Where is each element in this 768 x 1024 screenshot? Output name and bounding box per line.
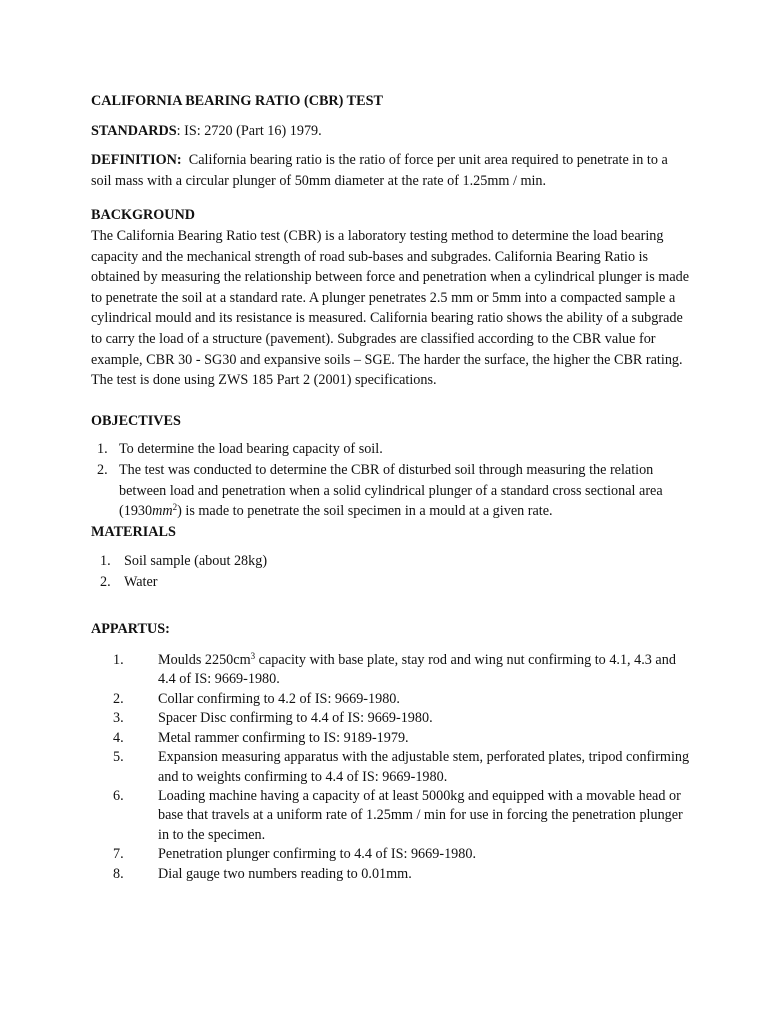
materials-list	[91, 551, 691, 592]
definition-paragraph	[91, 150, 691, 191]
list-text: Metal rammer confirming to IS: 9189-1979.	[158, 729, 409, 746]
document-title: CALIFORNIA BEARING RATIO (CBR) TEST	[91, 93, 383, 109]
list-item	[91, 572, 691, 593]
background-text: The California Bearing Ratio test (CBR) is a laboratory testing method to determine the load bearing capacity and the mechanical strength of road sub-bases and subgrades. California Bearing Ratio is obtained by measuring the relationship between force and penetration when a cylindrical plunger is made to penetrate the soil at a standard rate. A plunger penetrates 2.5 mm or 5mm into a compacted sample a cylindrical mould and its resistance is measured. California bearing ratio shows the ability of a subgrade to carry the load of a structure (pavement). Subgrades are classified according to the CBR value for example, CBR 30 - SG30 and expansive soils – SGE. The harder the surface, the higher the CBR rating. The test is done using ZWS 185 Part 2 (2001) specifications.	[91, 227, 690, 389]
list-item	[91, 787, 691, 845]
list-number: 1.	[97, 441, 108, 458]
document-page	[91, 91, 691, 884]
list-number: 2.	[97, 461, 108, 478]
list-text: Loading machine having a capacity of at least 5000kg and equipped with a movable head or base that travels at a uniform rate of 1.25mm / min for use in forcing the penetration plunger in to the specimen.	[158, 787, 683, 843]
list-item	[91, 551, 691, 572]
list-number: 2.	[113, 690, 124, 707]
list-item	[91, 845, 691, 864]
list-text: To determine the load bearing capacity of soil.	[119, 441, 383, 458]
list-text: Expansion measuring apparatus with the adjustable stem, perforated plates, tripod confirming and to weights confirming to 4.4 of IS: 9669-1980.	[158, 749, 690, 785]
materials-heading: MATERIALS	[91, 523, 176, 540]
list-number: 4.	[113, 729, 124, 746]
list-number: 8.	[113, 865, 124, 882]
list-number: 5.	[113, 749, 124, 766]
superscript: 2	[172, 502, 178, 513]
list-item	[91, 460, 691, 522]
standards-paragraph	[91, 121, 691, 142]
list-text: Soil sample (about 28kg)	[124, 553, 268, 570]
apparatus-heading: APPARTUS:	[91, 621, 170, 638]
list-number: 2.	[100, 573, 111, 590]
list-item	[91, 651, 691, 690]
definition-text: California bearing ratio is the ratio of force per unit area required to penetrate in to a soil mass with a circular plunger of 50mm diameter at the rate of 1.25mm / min.	[91, 152, 668, 189]
definition-label: DEFINITION:	[91, 152, 182, 169]
list-item	[91, 690, 691, 709]
standards-label: STANDARDS	[91, 122, 177, 139]
list-text: Penetration plunger confirming to 4.4 of IS: 9669-1980.	[158, 846, 476, 863]
list-text: Dial gauge two numbers reading to 0.01mm.	[158, 865, 412, 882]
list-text: Collar confirming to 4.2 of IS: 9669-1980.	[158, 690, 400, 707]
list-text-end: capacity with base plate, stay rod and wing nut confirming to 4.1, 4.3 and 4.4 of IS: 9669-1980.	[158, 652, 676, 688]
list-number: 6.	[113, 787, 124, 804]
list-item	[91, 748, 691, 787]
list-text: Moulds 2250cm	[158, 652, 251, 669]
objectives-list	[91, 439, 691, 521]
list-text-end: ) is made to penetrate the soil specimen in a mould at a given rate.	[177, 503, 553, 520]
list-number: 1.	[100, 553, 111, 570]
apparatus-list	[91, 651, 691, 884]
list-text: Water	[124, 573, 158, 590]
objectives-heading: OBJECTIVES	[91, 412, 181, 429]
standards-text: : IS: 2720 (Part 16) 1979.	[176, 122, 322, 139]
list-number: 7.	[113, 846, 124, 863]
list-item	[91, 729, 691, 748]
list-item	[91, 439, 691, 460]
list-item	[91, 709, 691, 728]
unit-text: mm	[152, 503, 173, 520]
list-number: 3.	[113, 710, 124, 727]
background-heading: BACKGROUND	[91, 207, 196, 224]
superscript: 3	[250, 651, 256, 662]
list-item	[91, 865, 691, 884]
list-number: 1.	[113, 652, 124, 669]
list-text: Spacer Disc confirming to 4.4 of IS: 9669-1980.	[158, 710, 433, 727]
list-text: The test was conducted to determine the CBR of disturbed soil through measuring the relation between load and penetration when a solid cylindrical plunger of a standard cross sectional area (1930	[119, 461, 663, 520]
